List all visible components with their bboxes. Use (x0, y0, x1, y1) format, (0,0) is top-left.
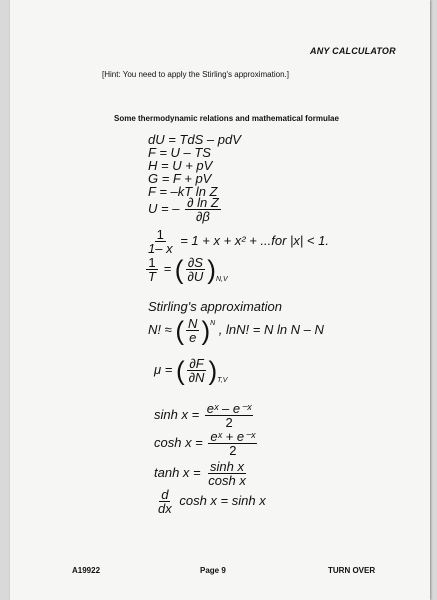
deriv-rhs: cosh x = sinh x (179, 492, 266, 508)
N-num: N (188, 316, 198, 332)
hint-text: [Hint: You need to apply the Stirling's approximation.] (102, 70, 289, 79)
eq-U-num: ∂ ln Z (187, 195, 219, 210)
cosh-den: 2 (229, 443, 237, 458)
series-num: 1 (156, 227, 164, 242)
eq-H: H = U + pV (148, 158, 213, 173)
N-over-e-fraction (186, 317, 199, 344)
dF: ∂F (189, 356, 204, 371)
tanh-num: sinh x (210, 459, 245, 474)
eq-stirling (148, 317, 324, 344)
section-title: Some thermodynamic relations and mathematical formulae (114, 114, 339, 123)
dx-den: dx (158, 501, 172, 516)
right-paren: ) (208, 355, 218, 386)
eq-temperature (144, 256, 228, 286)
tanh-fraction (206, 460, 248, 487)
sinh-num: eˣ – e⁻ˣ (206, 401, 252, 416)
left-paren: ( (174, 254, 184, 285)
e-den: e (189, 330, 197, 346)
T-num: 1 (148, 255, 156, 270)
series-fraction (146, 228, 175, 255)
eq-F: F = U – TS (148, 145, 211, 160)
stirling-title: Stirling's approximation (148, 299, 282, 314)
left-paren: ( (175, 315, 185, 346)
tanh-lhs: tanh x = (154, 464, 201, 480)
cosh-num: eˣ + e⁻ˣ (210, 429, 256, 444)
dS: ∂S (187, 255, 203, 270)
exam-page (10, 0, 430, 600)
N-superscript: N (210, 320, 216, 327)
d-num: d (161, 487, 169, 502)
right-paren: ) (201, 315, 211, 346)
eq-dU: dU = TdS – pdV (148, 132, 241, 147)
dU: ∂U (187, 269, 204, 284)
nfact-rhs: , lnN! = N ln N – N (218, 322, 324, 337)
sinh-fraction (205, 402, 254, 429)
dSdU-fraction (185, 256, 205, 283)
eq-sinh (154, 402, 255, 429)
cosh-fraction (208, 430, 257, 457)
footer-page: Page 9 (200, 566, 226, 575)
d-dx-fraction (156, 488, 174, 515)
eq-U-fraction (185, 196, 221, 223)
eq-F-lnZ: F = –kT ln Z (148, 184, 218, 199)
T-den: T (148, 269, 156, 284)
footer-turn-over: TURN OVER (328, 566, 376, 575)
eq-U-den: ∂β (195, 209, 210, 224)
right-paren: ) (207, 254, 216, 285)
sinh-den: 2 (225, 415, 233, 430)
T-fraction (146, 256, 158, 283)
series-rhs: = 1 + x + x² + ...for |x| < 1. (180, 232, 329, 248)
dN: ∂N (188, 370, 205, 385)
sinh-lhs: sinh x = (154, 406, 200, 422)
series-den: 1– x (148, 241, 173, 256)
eq-derivative-cosh (154, 488, 266, 515)
eq-cosh (154, 430, 259, 457)
eq-geometric-series (144, 228, 329, 255)
NV-subscript: N,V (215, 275, 228, 283)
left-paren: ( (175, 355, 185, 386)
eq-G: G = F + pV (148, 171, 212, 186)
TV-subscript: T,V (217, 376, 228, 384)
header-title: ANY CALCULATOR (310, 46, 396, 56)
cosh-lhs: cosh x = (154, 434, 203, 450)
T-equals: = (163, 260, 172, 276)
eq-chemical-potential (154, 357, 227, 387)
footer-code: A19922 (72, 566, 101, 575)
tanh-den: cosh x (208, 473, 246, 488)
nfact-lhs: N! ≈ (148, 322, 172, 337)
eq-U-lhs: U = – (148, 200, 180, 216)
mu-lhs: μ = (154, 361, 173, 377)
dFdN-fraction (187, 357, 207, 384)
eq-tanh (154, 460, 250, 487)
eq-U-lnZ (148, 196, 223, 223)
